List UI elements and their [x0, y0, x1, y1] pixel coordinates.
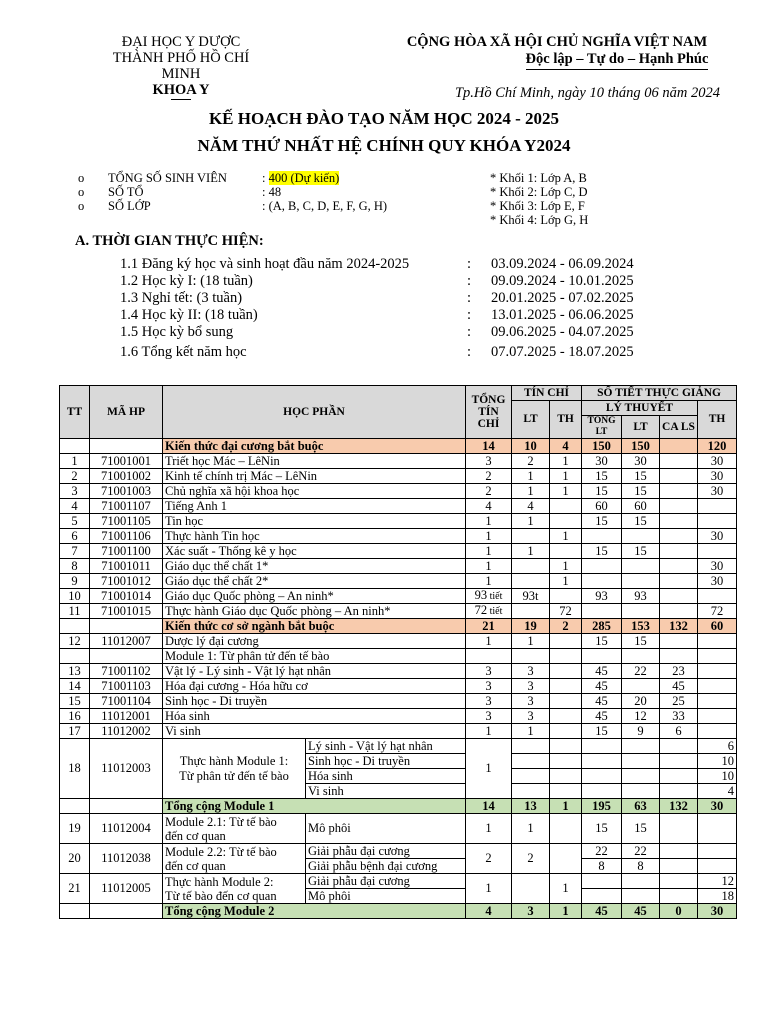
table-row: 7 71001100 Xác suất - Thống kê y học 1 1 15 15	[60, 544, 737, 559]
col-header-ly-thuyet: LÝ THUYẾT	[582, 401, 698, 416]
table-subrow: Vi sinh 4	[60, 784, 737, 799]
schedule-row: 1.1 Đăng ký học và sinh hoạt đầu năm 2024-2025 : 03.09.2024 - 06.09.2024	[120, 256, 634, 272]
curriculum-table	[59, 385, 737, 919]
document-date: Tp.Hồ Chí Minh, ngày 10 tháng 06 năm 2024	[454, 85, 720, 101]
table-row: 2 71001002 Kinh tế chính trị Mác – LêNin 2 1 1 15 15 30	[60, 469, 737, 484]
table-row: 8 71001011 Giáo dục thể chất 1* 1 1 30	[60, 559, 737, 574]
col-header-ma-hp: MÃ HP	[90, 386, 163, 439]
table-row-module-2-1: 19 11012004 Module 2.1: Từ tế bào đến cơ quan Mô phôi 1 1 15 15	[60, 814, 737, 844]
sum-row-module-1: Tổng cộng Module 1 14 13 1 195 63 132 30	[60, 799, 737, 814]
module-title-row: Module 1: Từ phân tử đến tế bào	[60, 649, 737, 664]
table-row: 11 71001015 Thực hành Giáo dục Quốc phòng – An ninh* 72 tiết 72 72	[60, 604, 737, 619]
khoi-item: * Khối 1: Lớp A, B	[490, 171, 587, 185]
schedule-row: 1.2 Học kỳ I: (18 tuần) : 09.09.2024 - 10.01.2025	[120, 273, 634, 289]
section-row-co-so-nganh: Kiến thức cơ sở ngành bắt buộc 21 19 2 285 153 132 60	[60, 619, 737, 634]
bullet-icon: o	[78, 199, 85, 213]
col-header-lt2: LT	[622, 416, 660, 439]
table-row: 3 71001003 Chủ nghĩa xã hội khoa học 2 1 1 15 15 30	[60, 484, 737, 499]
col-header-ca-ls: CA LS	[660, 416, 698, 439]
table-row: 1 71001001 Triết học Mác – LêNin 3 2 1 30 30 30	[60, 454, 737, 469]
stat-group-count	[78, 185, 282, 199]
bullet-icon: o	[78, 185, 85, 199]
stat-value: : 48	[262, 185, 282, 199]
col-header-tt: TT	[60, 386, 90, 439]
table-subrow: Hóa sinh 10	[60, 769, 737, 784]
faculty-name: KHOA Y	[152, 82, 210, 98]
schedule-row: 1.5 Học kỳ bổ sung : 09.06.2025 - 04.07.2025	[120, 324, 634, 340]
table-row: 14 71001103 Hóa đại cương - Hóa hữu cơ 3 3 45 45	[60, 679, 737, 694]
col-header-so-tiet: SỐ TIẾT THỰC GIẢNG	[582, 386, 737, 401]
col-header-th2: TH	[698, 401, 737, 439]
document-title: KẾ HOẠCH ĐÀO TẠO NĂM HỌC 2024 - 2025	[208, 109, 560, 128]
col-header-tong-lt: TỔNG LT	[582, 416, 622, 439]
document-subtitle: NĂM THỨ NHẤT HỆ CHÍNH QUY KHÓA Y2024	[197, 136, 571, 155]
table-row-module-2-2: 20 11012038 Module 2.2: Từ tế bào đến cơ quan Giải phẫu đại cương 2 2 22 22	[60, 844, 737, 859]
khoi-item: * Khối 2: Lớp C, D	[490, 185, 588, 199]
city-name: THÀNH PHỐ HỒ CHÍ MINH	[112, 50, 250, 82]
table-row: 12 11012007 Dược lý đại cương 1 1 15 15	[60, 634, 737, 649]
table-row-practice-m2: 21 11012005 Thực hành Module 2: Từ tế bào đến cơ quan Giải phẫu đại cương 1 1 12	[60, 874, 737, 889]
faculty-underline	[171, 99, 191, 100]
col-header-lt: LT	[512, 401, 550, 439]
table-row: 16 11012001 Hóa sinh 3 3 45 12 33	[60, 709, 737, 724]
stat-label: TỔNG SỐ SINH VIÊN	[108, 171, 227, 185]
stat-total-students	[78, 171, 340, 185]
stat-class-count	[78, 199, 388, 213]
table-row: 4 71001107 Tiếng Anh 1 4 4 60 60	[60, 499, 737, 514]
country-name: CỘNG HÒA XÃ HỘI CHỦ NGHĨA VIỆT NAM	[406, 34, 708, 50]
header-right	[390, 34, 724, 70]
col-header-tong-tin-chi: TỔNG TÍN CHỈ	[466, 386, 512, 439]
table-row-practice-m1: 18 11012003 Thực hành Module 1: Từ phân tử đến tế bào Lý sinh - Vật lý hạt nhân 1 6	[60, 739, 737, 754]
schedule-row: 1.4 Học kỳ II: (18 tuần) : 13.01.2025 - 06.06.2025	[120, 307, 634, 323]
schedule-row: 1.3 Nghỉ tết: (3 tuần) : 20.01.2025 - 07.02.2025	[120, 290, 634, 306]
table-row: 9 71001012 Giáo dục thể chất 2* 1 1 30	[60, 574, 737, 589]
col-header-th: TH	[550, 401, 582, 439]
section-a-heading: A. THỜI GIAN THỰC HIỆN:	[75, 233, 264, 249]
stat-label: SỐ TỔ	[108, 185, 144, 199]
table-row: 10 71001014 Giáo dục Quốc phòng – An ninh* 93 tiết 93t 93 93	[60, 589, 737, 604]
col-header-tin-chi: TÍN CHỈ	[512, 386, 582, 401]
table-row: 13 71001102 Vật lý - Lý sinh - Vật lý hạt nhân 3 3 45 22 23	[60, 664, 737, 679]
table-subrow: Mô phôi 18	[60, 889, 737, 904]
khoi-item: * Khối 4: Lớp G, H	[490, 213, 589, 227]
table-row: 6 71001106 Thực hành Tin học 1 1 30	[60, 529, 737, 544]
stat-label: SỐ LỚP	[108, 199, 151, 213]
highlighted-value: 400 (Dự kiến)	[268, 171, 340, 185]
stat-value: : (A, B, C, D, E, F, G, H)	[262, 199, 388, 213]
bullet-icon: o	[78, 171, 85, 185]
section-row-dai-cuong: Kiến thức đại cương bắt buộc 14 10 4 150 150 120	[60, 439, 737, 454]
table-row: 15 71001104 Sinh học - Di truyền 3 3 45 20 25	[60, 694, 737, 709]
schedule-row: 1.6 Tổng kết năm học : 07.07.2025 - 18.07.2025	[120, 344, 634, 360]
national-motto: Độc lập – Tự do – Hạnh Phúc	[526, 51, 709, 70]
header-left	[95, 34, 267, 100]
table-row: 5 71001105 Tin học 1 1 15 15	[60, 514, 737, 529]
table-subrow: Giải phẫu bệnh đại cương 8 8	[60, 859, 737, 874]
university-name: ĐẠI HỌC Y DƯỢC	[121, 34, 241, 50]
stat-value: : 400 (Dự kiến)	[262, 171, 340, 185]
sum-row-module-2: Tổng cộng Module 2 4 3 1 45 45 0 30	[60, 904, 737, 919]
table-subrow: Sinh học - Di truyền 10	[60, 754, 737, 769]
col-header-hoc-phan: HỌC PHẦN	[163, 386, 466, 439]
khoi-item: * Khối 3: Lớp E, F	[490, 199, 585, 213]
table-row: 17 11012002 Vi sinh 1 1 15 9 6	[60, 724, 737, 739]
